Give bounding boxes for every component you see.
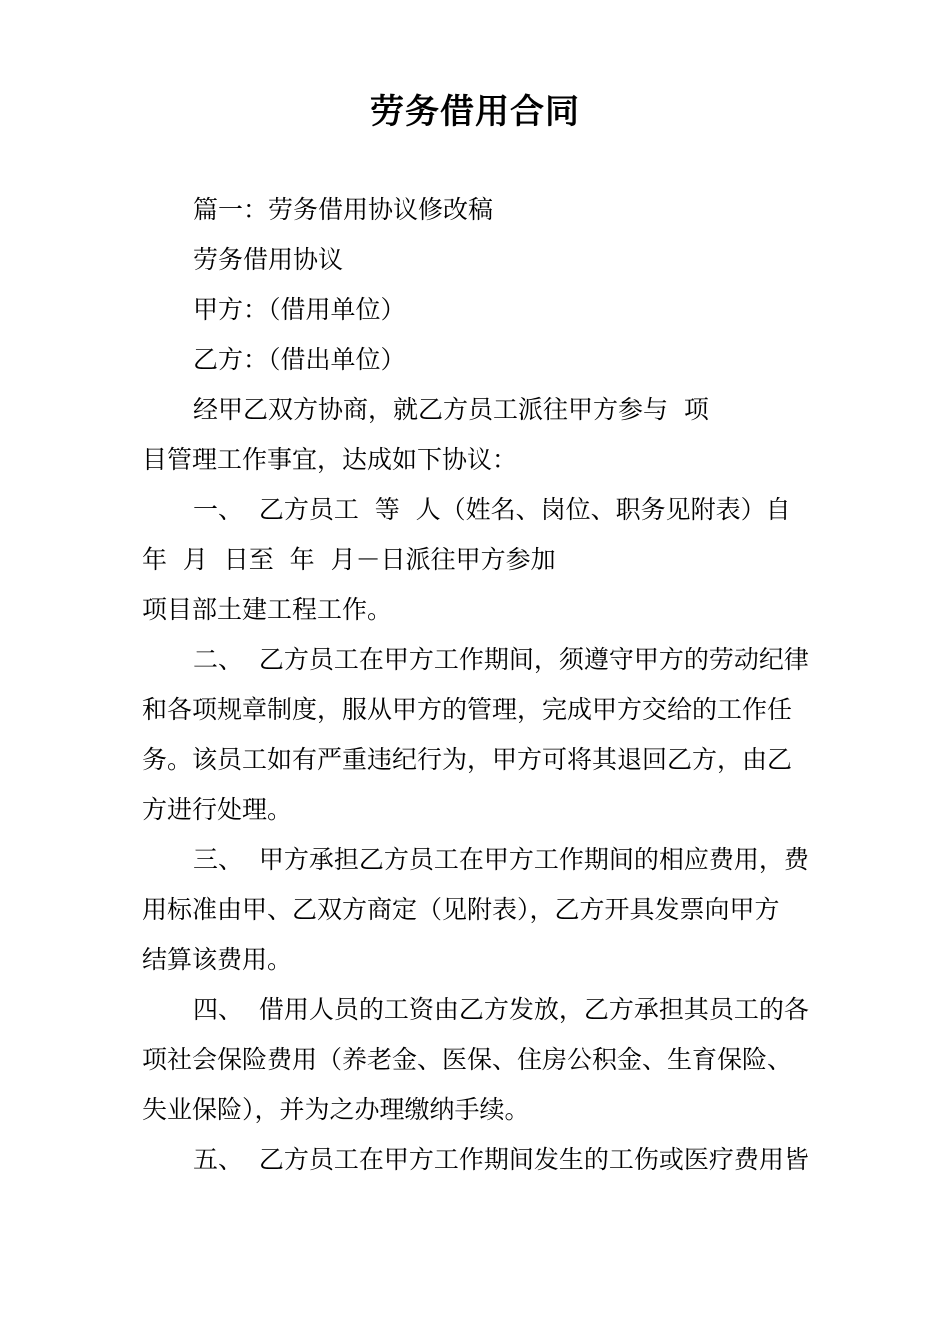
body-line-1: 篇一：劳务借用协议修改稿 <box>193 195 494 224</box>
body-line-19: 失业保险），并为之办理缴纳手续。 <box>142 1095 530 1124</box>
body-line-17: 四、 借用人员的工资由乙方发放，乙方承担其员工的各 <box>193 995 809 1024</box>
body-line-20: 五、 乙方员工在甲方工作期间发生的工伤或医疗费用皆 <box>193 1145 809 1174</box>
body-line-13: 方进行处理。 <box>142 795 293 824</box>
body-line-16: 结算该费用。 <box>142 945 293 974</box>
body-line-10: 二、 乙方员工在甲方工作期间，须遵守甲方的劳动纪律 <box>193 645 809 674</box>
body-line-18: 项社会保险费用（养老金、医保、住房公积金、生育保险、 <box>142 1045 793 1074</box>
body-line-9: 项目部土建工程工作。 <box>142 595 393 624</box>
body-line-15: 用标准由甲、乙双方商定（见附表），乙方开具发票向甲方 <box>142 895 780 924</box>
body-line-6: 目管理工作事宜，达成如下协议： <box>142 445 518 474</box>
body-line-14: 三、 甲方承担乙方员工在甲方工作期间的相应费用，费 <box>193 845 809 874</box>
body-line-11: 和各项规章制度，服从甲方的管理，完成甲方交给的工作任 <box>142 695 793 724</box>
body-line-2: 劳务借用协议 <box>193 245 344 274</box>
body-line-7: 一、 乙方员工 等 人（姓名、岗位、职务见附表）自 <box>193 495 791 524</box>
body-line-8: 年 月 日至 年 月－日派往甲方参加 <box>142 545 556 574</box>
body-line-12: 务。该员工如有严重违纪行为，甲方可将其退回乙方，由乙 <box>142 745 793 774</box>
body-line-4: 乙方：（借出单位） <box>193 345 406 374</box>
body-line-5: 经甲乙双方协商，就乙方员工派往甲方参与 项 <box>193 395 709 424</box>
document-title: 劳务借用合同 <box>370 92 580 132</box>
body-line-3: 甲方：（借用单位） <box>193 295 406 324</box>
